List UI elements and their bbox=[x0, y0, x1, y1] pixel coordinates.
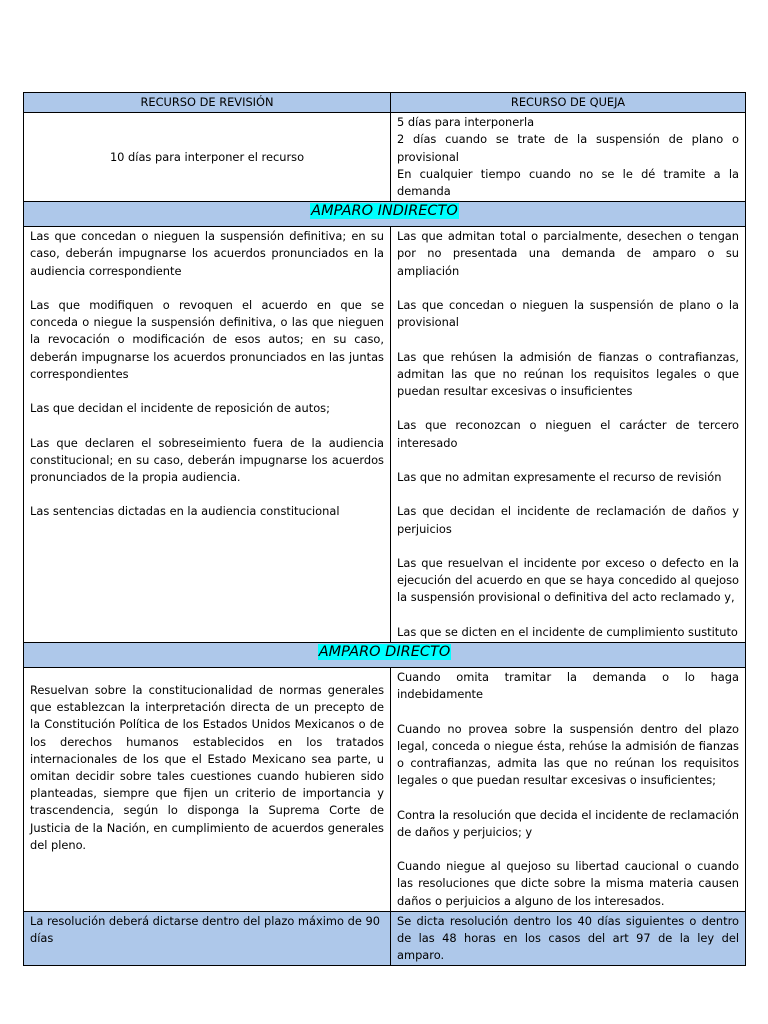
list-item: Las que reconozcan o nieguen el carácter de tercero interesado bbox=[397, 418, 739, 450]
list-item: Las que no admitan expresamente el recurso de revisión bbox=[397, 470, 722, 484]
amparo-directo-revision: Resuelvan sobre la constitucionalidad de normas generales que establezcan la interpretación directa de un precepto de la Constitución Política de los Estados Unidos Mexicanos o de los derechos humanos establecidos en los tratados internacionales de los que el Estado Mexicano sea parte, u omitan decidir sobre tales cuestiones cuando hubieren sido planteadas, siempre que fijen un criterio de importancia y trascendencia, según lo disponga la Suprema Corte de Justicia de la Nación, en cumplimiento de acuerdos generales del pleno. bbox=[24, 667, 391, 911]
list-item: Las que decidan el incidente de reclamación de daños y perjuicios bbox=[397, 504, 739, 536]
header-queja: RECURSO DE QUEJA bbox=[391, 93, 746, 113]
amparo-indirecto-queja bbox=[391, 227, 746, 643]
list-item: Las que resuelvan el incidente por exceso o defecto en la ejecución del acuerdo en que se haya concedido al quejoso la suspensión provisional o definitiva del acto reclamado y, bbox=[397, 555, 739, 605]
amparo-indirecto-band bbox=[24, 202, 746, 227]
list-item: Las sentencias dictadas en la audiencia constitucional bbox=[30, 504, 340, 519]
list-item: Las que decidan el incidente de reposición de autos; bbox=[30, 401, 330, 416]
amparo-directo-row bbox=[24, 667, 746, 911]
plazo-revision: 10 días para interponer el recurso bbox=[24, 113, 391, 202]
amparo-indirecto-revision bbox=[24, 227, 391, 643]
list-item: Las que modifiquen o revoquen el acuerdo en que se conceda o niegue la suspensión definitiva, o las que nieguen la revocación o modificación de esos autos; en su caso, deberán impugnarse los acuerdos pronunciados en las juntas correspondientes bbox=[30, 298, 384, 381]
resolucion-revision: La resolución deberá dictarse dentro del plazo máximo de 90 días bbox=[24, 911, 391, 966]
resolucion-row bbox=[24, 911, 746, 966]
plazo-queja-line: En cualquier tiempo cuando no se le dé tramite a la demanda bbox=[397, 166, 739, 199]
plazo-queja-line: 5 días para interponerla bbox=[397, 115, 535, 130]
list-item: Contra la resolución que decida el incidente de reclamación de daños y perjuicios; y bbox=[397, 807, 739, 839]
plazo-queja-line: 2 días cuando se trate de la suspensión de plano o provisional bbox=[397, 132, 739, 164]
list-item: Las que concedan o nieguen la suspensión definitiva; en su caso, deberán impugnarse los acuerdos pronunciados en la audiencia correspondiente bbox=[30, 229, 384, 278]
list-item: Las que admitan total o parcialmente, desechen o tengan por no presentada una demanda de amparo o su ampliación bbox=[397, 229, 739, 278]
plazos-row bbox=[24, 113, 746, 202]
amparo-directo-band bbox=[24, 642, 746, 667]
resolucion-queja: Se dicta resolución dentro los 40 días siguientes o dentro de las 48 horas en los casos del art 97 de la ley del amparo. bbox=[391, 911, 746, 966]
list-item: Cuando niegue al quejoso su libertad caucional o cuando las resoluciones que dicte sobre la misma materia causen daños o perjuicios a alguno de los interesados. bbox=[397, 859, 739, 908]
list-item: Cuando no provea sobre la suspensión dentro del plazo legal, conceda o niegue ésta, rehúse la admisión de fianzas o contrafianzas, admita las que no reúnan los requisitos legales o que puedan resultar excesivas o insuficientes; bbox=[397, 721, 739, 788]
list-item: Las que se dicten en el incidente de cumplimiento sustituto bbox=[397, 624, 738, 639]
amparo-indirecto-row bbox=[24, 227, 746, 643]
list-item: Las que concedan o nieguen la suspensión de plano o la provisional bbox=[397, 298, 739, 330]
list-item: Las que rehúsen la admisión de fianzas o contrafianzas, admitan las que no reúnan los requisitos legales o que puedan resultar excesivas o insuficientes bbox=[397, 349, 739, 399]
header-revision: RECURSO DE REVISIÓN bbox=[24, 93, 391, 113]
amparo-directo-queja bbox=[391, 667, 746, 911]
amparo-directo-title: AMPARO DIRECTO bbox=[318, 643, 451, 660]
list-item: Las que declaren el sobreseimiento fuera de la audiencia constitucional; en su caso, deberán impugnarse los acuerdos pronunciados de la propia audiencia. bbox=[30, 435, 384, 485]
amparo-indirecto-title: AMPARO INDIRECTO bbox=[311, 203, 458, 220]
list-item: Cuando omita tramitar la demanda o lo haga indebidamente bbox=[397, 669, 739, 702]
header-row bbox=[24, 93, 746, 113]
plazo-queja bbox=[391, 113, 746, 202]
comparison-table bbox=[23, 92, 746, 966]
